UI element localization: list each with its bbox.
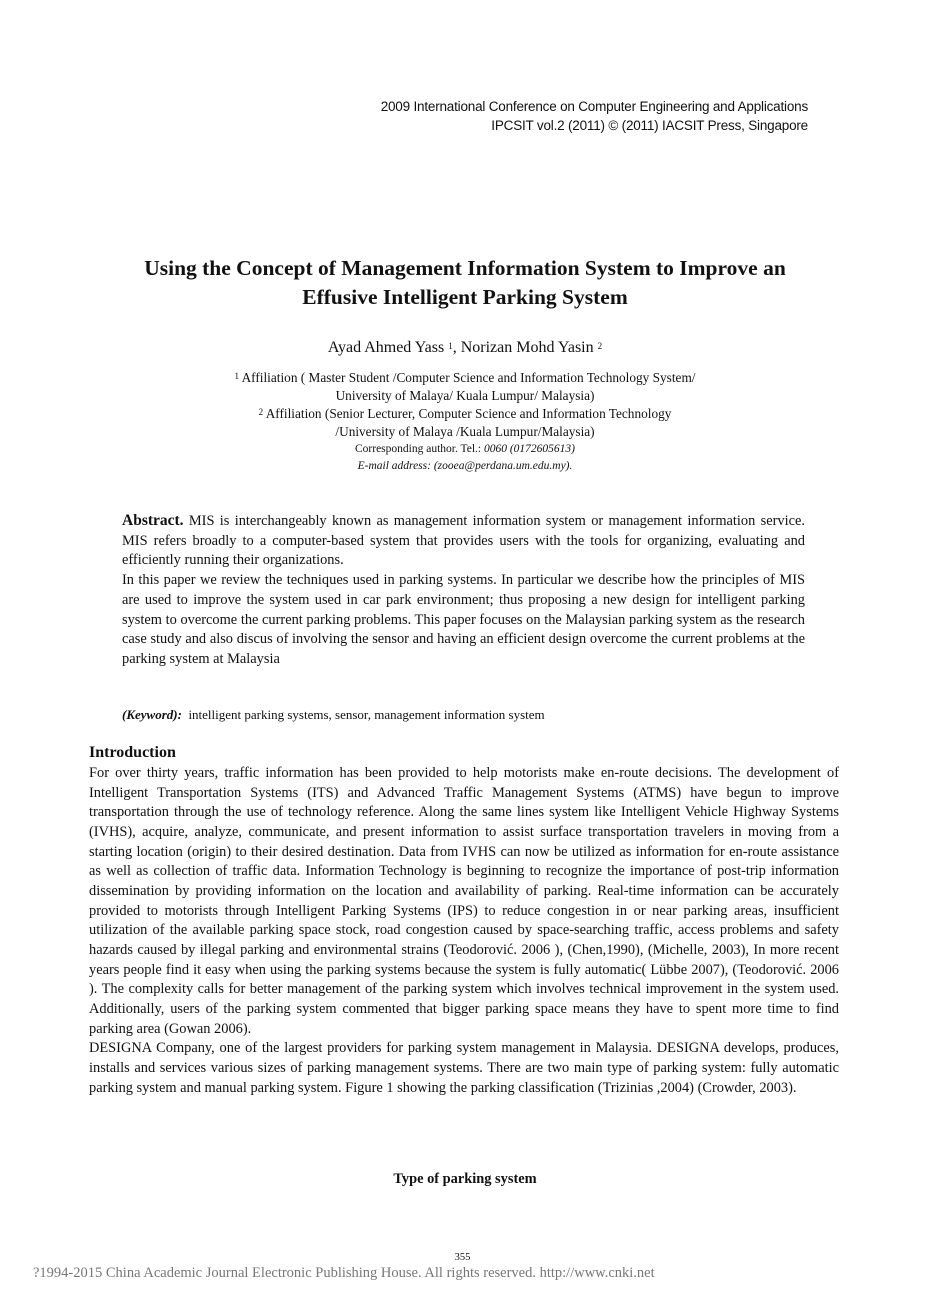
figure-caption: Type of parking system <box>393 1171 537 1187</box>
affiliation-1-superscript: 1 <box>234 371 239 381</box>
conference-name: 2009 International Conference on Computer Engineering and Applications <box>380 99 808 114</box>
introduction-body <box>89 764 839 1098</box>
title-line-1: Using the Concept of Management Information System to Improve an <box>144 256 786 280</box>
affiliation-1-line-2: University of Malaya/ Kuala Lumpur/ Malaysia) <box>335 388 595 403</box>
affiliation-2-line-2: /University of Malaya /Kuala Lumpur/Malaysia) <box>335 424 595 439</box>
page-number: 355 <box>454 1252 471 1263</box>
author-2-superscript: 2 <box>597 341 603 351</box>
affiliation-2-text: Affiliation (Senior Lecturer, Computer Science and Information Technology <box>265 406 672 421</box>
abstract <box>122 511 805 670</box>
affiliation-1-text: Affiliation ( Master Student /Computer Science and Information Technology System/ <box>241 370 696 385</box>
introduction-paragraph-2: DESIGNA Company, one of the largest providers for parking system management in Malaysia. DESIGNA develops, produces, installs and services various sizes of parking management systems. There are two main type of parking system: fully automatic parking system and manual parking system. Figure 1 showing the parking classification (Trizinias ,2004) (Crowder, 2003). <box>89 1040 839 1096</box>
abstract-label: Abstract. <box>122 512 184 529</box>
email-address <box>80 458 850 475</box>
abstract-paragraph-1 <box>122 511 805 571</box>
author-1: Ayad Ahmed Yass <box>327 339 445 356</box>
proceedings-info: IPCSIT vol.2 (2011) © (2011) IACSIT Press, Singapore <box>491 118 808 133</box>
abstract-text-1: MIS is interchangeably known as management information system or management information service. MIS refers broadly to a computer-based system that provides users with the tools for organizing, evaluating and efficiently running their organizations. <box>122 513 805 569</box>
author-2: Norizan Mohd Yasin <box>460 339 594 356</box>
keyword-label: (Keyword): <box>122 707 182 722</box>
keyword-text: intelligent parking systems, sensor, management information system <box>188 707 545 722</box>
conference-header <box>381 97 808 135</box>
affiliations <box>80 369 850 475</box>
footer-copyright: ?1994-2015 China Academic Journal Electronic Publishing House. All rights reserved. http://www.cnki.net <box>33 1265 655 1281</box>
paper-title <box>80 254 850 312</box>
author-list <box>80 337 850 359</box>
author-separator: , <box>452 339 461 356</box>
introduction-paragraph-1: For over thirty years, traffic information has been provided to help motorists make en-route decisions. The development of Intelligent Transportation Systems (ITS) and Advanced Traffic Management Systems (ATMS) have begun to improve transportation through the use of technology reference. Along the same lines system like Intelligent Vehicle Highway Systems (IVHS), acquire, analyze, communicate, and present information to assist surface transportation travelers in moving from a starting location (origin) to their desired destination. Data from IVHS can now be utilized as information for en-route assistance as well as collection of traffic data. Information Technology is beginning to recognize the importance of post-trip information dissemination by providing information on the location and availability of parking. Real-time information can be accurately provided to motorists through Intelligent Parking Systems (IPS) to reduce congestion in or near parking areas, insufficient utilization of the available parking space stock, road congestion caused by space-searching traffic, access problems and safety hazards caused by illegal parking and environmental strains (Teodorović. 2006 ), (Chen,1990), (Michelle, 2003), In more recent years people find it easy when using the parking systems because the system is fully automatic( Lübbe 2007), (Teodorović. 2006 ). The complexity calls for better management of the parking system which involves technical improvement in the system used. Additionally, users of the parking system commented that bigger parking space means they have to spent more time to find parking area (Gowan 2006). <box>89 765 839 1037</box>
author-1-superscript: 1 <box>448 341 453 351</box>
keywords <box>122 706 805 724</box>
affiliation-2-line-1 <box>80 405 850 423</box>
abstract-paragraph-2: In this paper we review the techniques used in parking systems. In particular we describe how the principles of MIS are used to improve the system used in car park environment; thus proposing a new design for intelligent parking system to overcome the current parking problems. This paper focuses on the Malaysian parking system as the research case study and also discus of involving the sensor and having an efficient design overcome the current problems at the parking system at Malaysia <box>122 572 805 667</box>
introduction-heading: Introduction <box>89 744 176 761</box>
affiliation-2-superscript: 2 <box>258 407 264 417</box>
email-text: E-mail address: (zooea@perdana.um.edu.my). <box>357 460 573 472</box>
title-line-2: Effusive Intelligent Parking System <box>302 285 628 309</box>
corresponding-author <box>80 441 850 458</box>
corresponding-label: Corresponding author. Tel.: <box>354 443 484 455</box>
corresponding-tel: 0060 (0172605613) <box>483 443 576 455</box>
affiliation-1-line-1 <box>80 369 850 387</box>
